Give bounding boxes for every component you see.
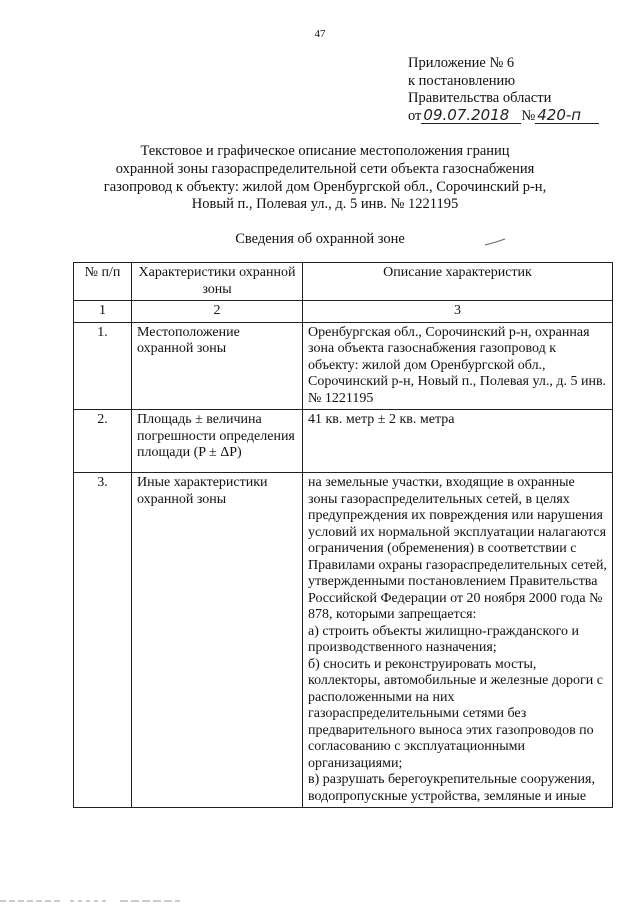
header-cell-characteristic: Характеристики охранной зоны [132,263,303,301]
row-characteristic: Иные характеристики охранной зоны [132,473,303,808]
table-header-row [74,263,613,301]
restriction-item-a: а) строить объекты жилищно-гражданского и производственного назначения; [308,623,579,655]
table-row [74,473,613,808]
restriction-item-c: в) разрушать берегоукрепительные сооружения, водопропускные устройства, земляные и иные [308,772,595,804]
number-prefix: № [521,107,536,124]
page-number: 47 [314,28,326,40]
appendix-line-3: Правительства области [408,90,552,106]
appendix-line-1: Приложение № 6 [408,55,515,71]
handwritten-date: 09.07.2018 [421,108,521,124]
title-line-3: газопровод к объекту: жилой дом Оренбургской обл., Сорочинский р-н, [103,178,547,195]
restriction-item-b: б) сносить и реконструировать мосты, коллекторы, автомобильные и железные дороги с расположенными на них газораспределительными сетями без предварительного выноса этих газопроводов по согласованию с эксплуатационными организациями; [308,656,603,771]
column-number-3: 3 [303,301,613,323]
protection-zone-table [73,262,613,808]
table-row [74,410,613,473]
row-number: 3. [74,473,132,808]
row-characteristic: Местоположение охранной зоны [132,322,303,410]
row-number: 1. [74,322,132,410]
appendix-line-2: к постановлению [408,72,516,89]
table-row [74,322,613,410]
row-number: 2. [74,410,132,473]
document-title [60,143,590,214]
row-description: на земельные участки, входящие в охранные зоны газораспределительных сетей, в целях предупреждения их повреждения или нарушения условий их нормальной эксплуатации налагаются ограничения (обременения) в соответствии с Правилами охраны газораспределительных сетей, утвержденными постановлением Правительства Российской Федерации от 20 ноября 2000 года № 878, которыми запрещается: [308,475,607,622]
scan-edge-marks [0,897,640,905]
row-description-cell [303,473,613,808]
title-line-1: Текстовое и графическое описание местоположения границ [140,143,510,159]
column-number-1: 1 [74,301,132,323]
header-cell-description: Описание характеристик [303,263,613,301]
appendix-date-line [408,105,599,126]
appendix-block [408,55,599,125]
date-prefix: от [408,107,422,124]
row-characteristic: Площадь ± величина погрешности определения площади (P ± ΔP) [132,410,303,473]
handwritten-number: 420-п [535,108,599,124]
row-description: Оренбургская обл., Сорочинский р-н, охранная зона объекта газоснабжения газопровод к объекту: жилой дом Оренбургской обл., Сорочинский р-н, Новый п., Полевая ул., д. 5 инв. № 1221195 [303,322,613,410]
title-line-4: Новый п., Полевая ул., д. 5 инв. № 1221195 [191,196,459,213]
pen-mark-icon [484,238,506,246]
column-number-row [74,301,613,323]
title-line-2: охранной зоны газораспределительной сети объекта газоснабжения [115,160,535,177]
header-cell-number: № п/п [74,263,132,301]
section-subtitle: Сведения об охранной зоне [235,231,405,247]
row-description: 41 кв. метр ± 2 кв. метра [303,410,613,473]
column-number-2: 2 [132,301,303,323]
